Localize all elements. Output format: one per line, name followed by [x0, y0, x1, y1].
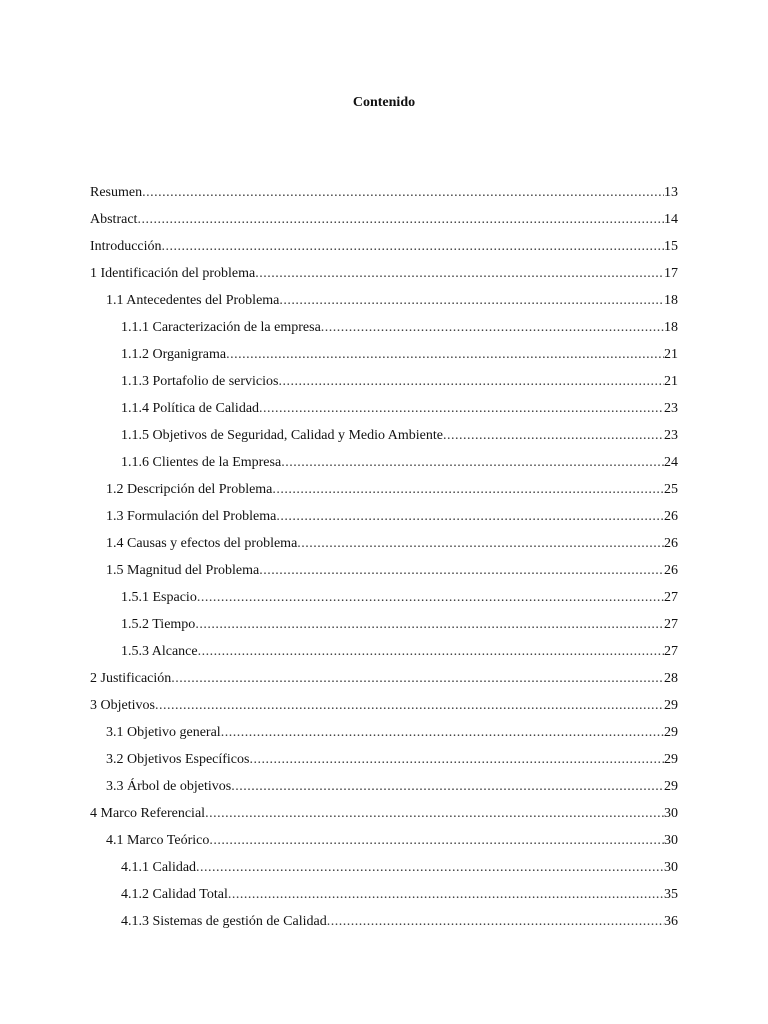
- toc-entry[interactable]: [90, 643, 678, 670]
- toc-entry-page-number: 21: [664, 347, 678, 362]
- toc-entry-label: 1.1.1 Caracterización de la empresa: [121, 320, 321, 335]
- toc-entry[interactable]: [90, 724, 678, 751]
- toc-entry[interactable]: [90, 913, 678, 940]
- toc-entry-page-number: 28: [664, 671, 678, 686]
- dot-leader: [259, 562, 664, 580]
- toc-entry-label: 4.1.2 Calidad Total: [121, 887, 228, 902]
- toc-entry-page-number: 30: [664, 860, 678, 875]
- toc-entry-page-number: 27: [664, 644, 678, 659]
- toc-entry-label: 1.3 Formulación del Problema: [106, 509, 277, 524]
- toc-entry[interactable]: [90, 670, 678, 697]
- toc-entry[interactable]: [90, 589, 678, 616]
- toc-entry[interactable]: [90, 751, 678, 778]
- toc-entry-page-number: 15: [664, 239, 678, 254]
- dot-leader: [228, 886, 664, 904]
- toc-entry-label: Introducción: [90, 239, 162, 254]
- dot-leader: [137, 211, 664, 229]
- dot-leader: [279, 292, 664, 310]
- toc-entry-page-number: 26: [664, 509, 678, 524]
- dot-leader: [255, 265, 664, 283]
- toc-entry-label: Resumen: [90, 185, 143, 200]
- toc-entry[interactable]: [90, 319, 678, 346]
- dot-leader: [221, 724, 664, 742]
- toc-entry-page-number: 27: [664, 617, 678, 632]
- toc-entry-page-number: 26: [664, 563, 678, 578]
- toc-entry-label: 3.2 Objetivos Específicos: [106, 752, 250, 767]
- toc-entry-label: 3.3 Árbol de objetivos: [106, 779, 232, 794]
- toc-entry-label: 1.2 Descripción del Problema: [106, 482, 273, 497]
- toc-entry[interactable]: [90, 454, 678, 481]
- toc-entry-label: 4 Marco Referencial: [90, 806, 206, 821]
- toc-entry-page-number: 35: [664, 887, 678, 902]
- dot-leader: [205, 805, 664, 823]
- dot-leader: [327, 913, 664, 931]
- toc-entry-label: 1.1.5 Objetivos de Seguridad, Calidad y Medio Ambiente: [121, 428, 443, 443]
- dot-leader: [278, 373, 664, 391]
- toc-entry-label: 1.1.4 Política de Calidad: [121, 401, 260, 416]
- toc-entry-label: 3 Objetivos: [90, 698, 155, 713]
- dot-leader: [171, 670, 664, 688]
- toc-entry-label: 4.1.1 Calidad: [121, 860, 197, 875]
- toc-entry-label: Abstract: [90, 212, 138, 227]
- toc-entry-page-number: 24: [664, 455, 678, 470]
- toc-entry-page-number: 23: [664, 401, 678, 416]
- toc-entry-page-number: 18: [664, 320, 678, 335]
- dot-leader: [196, 859, 664, 877]
- toc-entry[interactable]: [90, 616, 678, 643]
- toc-entry-label: 1.5.3 Alcance: [121, 644, 198, 659]
- toc-entry-label: 4.1.3 Sistemas de gestión de Calidad: [121, 914, 327, 929]
- dot-leader: [231, 778, 664, 796]
- toc-entry[interactable]: [90, 184, 678, 211]
- toc-entry-label: 1.1.3 Portafolio de servicios: [121, 374, 279, 389]
- toc-entry[interactable]: [90, 562, 678, 589]
- toc-entry-page-number: 18: [664, 293, 678, 308]
- dot-leader: [198, 643, 664, 661]
- toc-entry[interactable]: [90, 211, 678, 238]
- toc-entry[interactable]: [90, 427, 678, 454]
- toc-entry[interactable]: [90, 778, 678, 805]
- dot-leader: [162, 238, 664, 256]
- toc-entry-label: 1.1.6 Clientes de la Empresa: [121, 455, 282, 470]
- toc-entry-page-number: 13: [664, 185, 678, 200]
- toc-entry-page-number: 27: [664, 590, 678, 605]
- toc-entry-page-number: 30: [664, 833, 678, 848]
- toc-entry[interactable]: [90, 508, 678, 535]
- dot-leader: [276, 508, 664, 526]
- toc-entry-label: 1.5.1 Espacio: [121, 590, 197, 605]
- toc-entry-label: 4.1 Marco Teórico: [106, 833, 210, 848]
- toc-entry[interactable]: [90, 535, 678, 562]
- toc-entry[interactable]: [90, 886, 678, 913]
- toc-entry-page-number: 17: [664, 266, 678, 281]
- table-of-contents: [90, 184, 678, 940]
- toc-entry[interactable]: [90, 265, 678, 292]
- toc-entry-label: 1.1.2 Organigrama: [121, 347, 227, 362]
- toc-entry[interactable]: [90, 373, 678, 400]
- toc-entry[interactable]: [90, 481, 678, 508]
- toc-entry-page-number: 21: [664, 374, 678, 389]
- dot-leader: [197, 589, 664, 607]
- toc-entry[interactable]: [90, 346, 678, 373]
- toc-entry-page-number: 26: [664, 536, 678, 551]
- toc-entry[interactable]: [90, 859, 678, 886]
- toc-entry-label: 1.4 Causas y efectos del problema: [106, 536, 298, 551]
- toc-entry-label: 1.5 Magnitud del Problema: [106, 563, 260, 578]
- dot-leader: [272, 481, 664, 499]
- toc-entry-label: 1 Identificación del problema: [90, 266, 256, 281]
- dot-leader: [226, 346, 664, 364]
- toc-entry-page-number: 29: [664, 725, 678, 740]
- dot-leader: [142, 184, 664, 202]
- dot-leader: [259, 400, 664, 418]
- toc-entry-page-number: 25: [664, 482, 678, 497]
- toc-entry-page-number: 30: [664, 806, 678, 821]
- toc-entry-label: 1.5.2 Tiempo: [121, 617, 196, 632]
- dot-leader: [281, 454, 664, 472]
- toc-entry[interactable]: [90, 832, 678, 859]
- toc-entry-page-number: 29: [664, 779, 678, 794]
- toc-entry-page-number: 23: [664, 428, 678, 443]
- dot-leader: [155, 697, 664, 715]
- dot-leader: [297, 535, 664, 553]
- dot-leader: [321, 319, 664, 337]
- toc-entry[interactable]: [90, 805, 678, 832]
- toc-entry[interactable]: [90, 292, 678, 319]
- toc-entry-page-number: 29: [664, 698, 678, 713]
- dot-leader: [443, 427, 664, 445]
- toc-entry[interactable]: [90, 697, 678, 724]
- toc-entry-page-number: 36: [664, 914, 678, 929]
- dot-leader: [209, 832, 664, 850]
- toc-entry[interactable]: [90, 238, 678, 265]
- toc-entry[interactable]: [90, 400, 678, 427]
- toc-entry-page-number: 14: [664, 212, 678, 227]
- toc-entry-label: 3.1 Objetivo general: [106, 725, 221, 740]
- toc-entry-label: 2 Justificación: [90, 671, 172, 686]
- page-title: Contenido: [352, 95, 416, 110]
- dot-leader: [195, 616, 664, 634]
- toc-entry-label: 1.1 Antecedentes del Problema: [106, 293, 280, 308]
- dot-leader: [249, 751, 664, 769]
- toc-entry-page-number: 29: [664, 752, 678, 767]
